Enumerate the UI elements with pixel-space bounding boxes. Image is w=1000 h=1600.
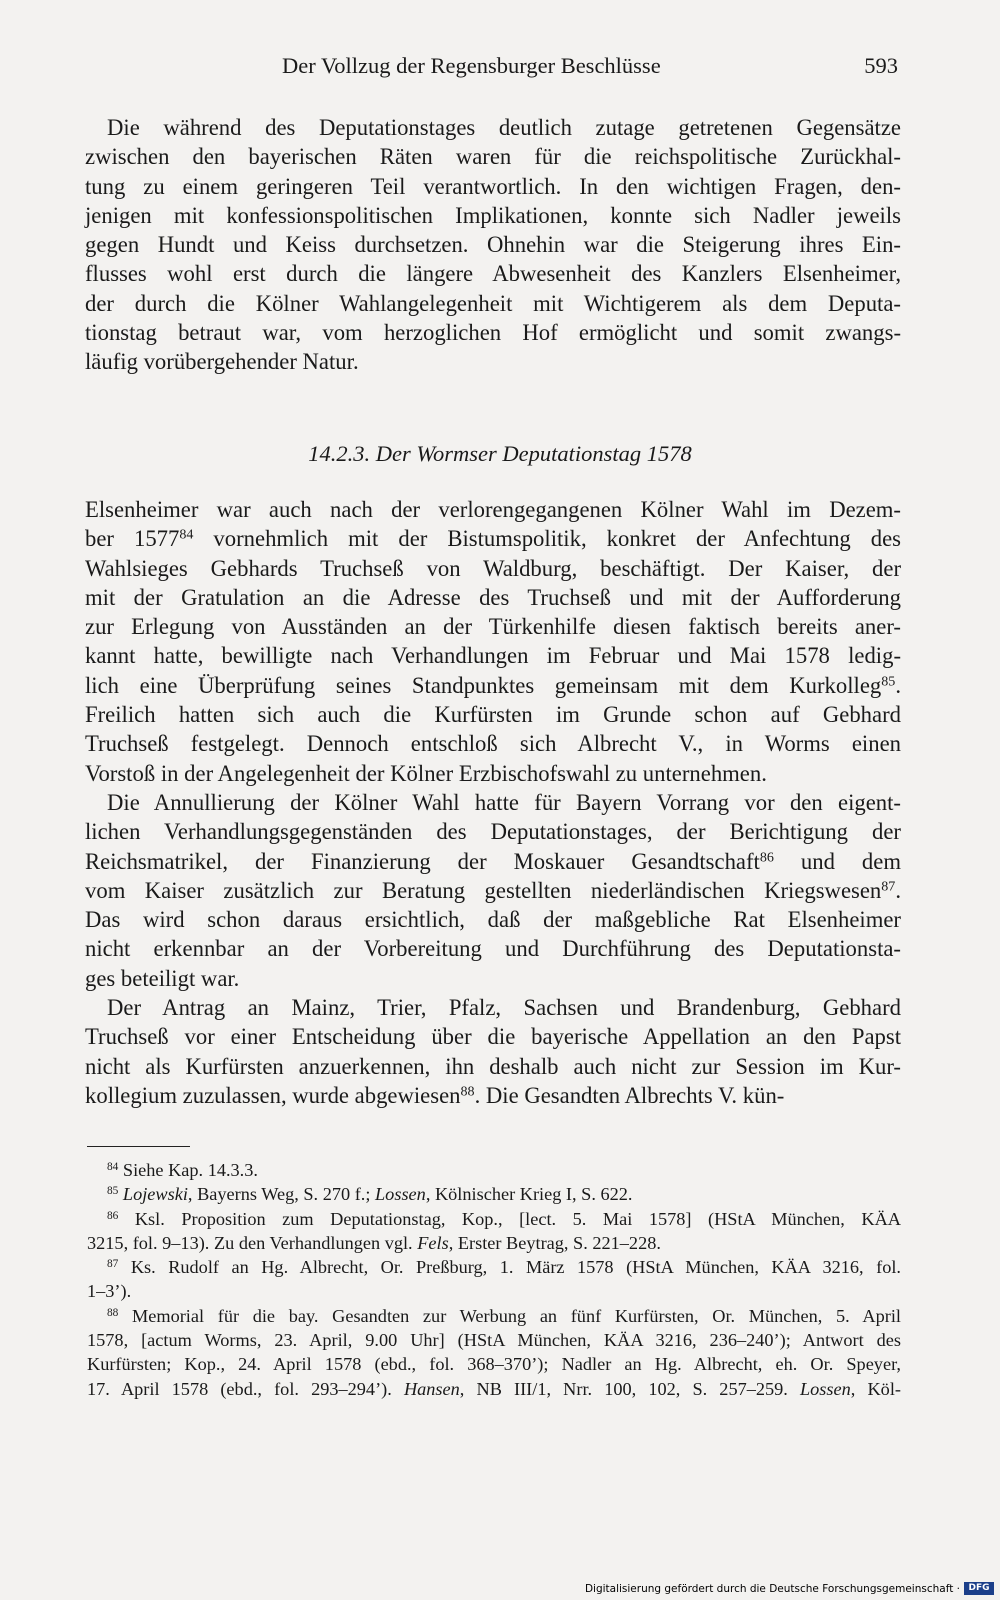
text-line: zwischen den bayerischen Räten waren für die reichspolitische Zurückhal-: [85, 144, 901, 170]
footnote-number: 84: [107, 1160, 119, 1173]
footnote-ref[interactable]: 85: [881, 673, 896, 690]
footnote-88-cont: Kurfürsten; Kop., 24. April 1578 (ebd., fol. 368–370’); Nadler an Hg. Albrecht, eh. Or. Speyer,: [87, 1354, 901, 1375]
footnote-85: $^{85}$ Lojewski, Bayerns Weg, S. 270 f.; Lossen, Kölnischer Krieg I, S. 622.: [107, 1184, 633, 1205]
footnote-number: 87: [107, 1257, 119, 1270]
dfg-logo: DFG: [964, 1582, 994, 1595]
text-line: Wahlsieges Gebhards Truchseß von Waldburg, beschäftigt. Der Kaiser, der: [85, 555, 901, 581]
footnote-number: 85: [107, 1185, 119, 1198]
text-line: kollegium zuzulassen, wurde abgewiesen$^{88}$. Die Gesandten Albrechts V. kün-: [85, 1082, 785, 1108]
footnotes: [87, 1158, 901, 1401]
text-line: nicht erkennbar an der Vorbereitung und Durchführung des Deputationsta-: [85, 936, 901, 962]
text-line: Freilich hatten sich auch die Kurfürsten im Grunde schon auf Gebhard: [85, 702, 901, 728]
text-line: zur Erlegung von Ausständen an der Türkenhilfe diesen faktisch bereits aner-: [85, 614, 901, 640]
text-line: gegen Hundt und Keiss durchsetzen. Ohnehin war die Steigerung ihres Ein-: [85, 232, 901, 258]
footnote-number: 86: [107, 1209, 119, 1222]
footnote-ref[interactable]: 84: [179, 526, 194, 543]
page-number: 593: [864, 53, 898, 78]
footnote-86-cont: 3215, fol. 9–13). Zu den Verhandlungen vgl. Fels, Erster Beytrag, S. 221–228.: [87, 1232, 661, 1253]
text-line: Die Annullierung der Kölner Wahl hatte für Bayern Vorrang vor den eigent-: [107, 790, 901, 815]
footnote-84: $^{84}$ Siehe Kap. 14.3.3.: [107, 1160, 258, 1180]
text-line: lichen Verhandlungsgegenständen des Deputationstages, der Berichtigung der: [85, 819, 901, 845]
footnote-86: $^{86}$ Ksl. Proposition zum Deputationstag, Kop., [lect. 5. Mai 1578] (HStA München, KÄA: [107, 1208, 902, 1229]
paragraph-2: [85, 495, 901, 788]
footnote-number: 88: [107, 1306, 119, 1319]
text-line: kannt hatte, bewilligte nach Verhandlungen im Februar und Mai 1578 ledig-: [85, 643, 901, 669]
text-line: ber 1577$^{84}$ vornehmlich mit der Bistumspolitik, konkret der Anfechtung des: [85, 526, 902, 552]
text-line: ges beteiligt war.: [85, 965, 240, 991]
paragraph-3: [85, 788, 901, 993]
text-line: Die während des Deputationstages deutlich zutage getretenen Gegensätze: [107, 115, 901, 140]
text-line: jenigen mit konfessionspolitischen Implikationen, konnte sich Nadler jeweils: [85, 202, 901, 228]
digitization-credit: Digitalisierung gefördert durch die Deutsche Forschungsgemeinschaft ·: [584, 1583, 960, 1595]
text-line: der durch die Kölner Wahlangelegenheit mit Wichtigerem als dem Deputa-: [85, 290, 901, 316]
text-line: mit der Gratulation an die Adresse des Truchseß und mit der Aufforderung: [85, 584, 901, 610]
text-line: Vorstoß in der Angelegenheit der Kölner Erzbischofswahl zu unternehmen.: [85, 760, 767, 786]
text-line: Truchseß vor einer Entscheidung über die bayerische Appellation an den Papst: [85, 1024, 901, 1050]
text-line: nicht als Kurfürsten anzuerkennen, ihn deshalb auch nicht zur Session im Kur-: [85, 1053, 901, 1079]
footnote-ref[interactable]: 86: [759, 848, 774, 865]
text-line: Truchseß festgelegt. Dennoch entschloß sich Albrecht V., in Worms einen: [85, 731, 901, 757]
text-line: tung zu einem geringeren Teil verantwortlich. In den wichtigen Fragen, den-: [85, 173, 901, 199]
text-line: vom Kaiser zusätzlich zur Beratung gestellten niederländischen Kriegswesen$^{87}$.: [85, 877, 901, 903]
footnote-88-cont: 17. April 1578 (ebd., fol. 293–294’). Hansen, NB III/1, Nrr. 100, 102, S. 257–259. Lossen, Köl-: [87, 1378, 901, 1399]
footnote-divider: [87, 1146, 190, 1147]
text-line: tionstag betraut war, vom herzoglichen Hof ermöglicht und somit zwangs-: [85, 320, 901, 346]
text-line: läufig vorübergehender Natur.: [85, 349, 359, 375]
text-line: Das wird schon daraus ersichtlich, daß der maßgebliche Rat Elsenheimer: [85, 907, 901, 933]
footnote-ref[interactable]: 88: [460, 1083, 475, 1100]
paragraph-4: [85, 993, 901, 1110]
footnote-88-cont: 1578, [actum Worms, 23. April, 9.00 Uhr] (HStA München, KÄA 3216, 236–240’); Antwort des: [87, 1330, 901, 1351]
footnote-ref[interactable]: 87: [881, 878, 896, 895]
paragraph-1: [85, 113, 901, 377]
text-line: Reichsmatrikel, der Finanzierung der Moskauer Gesandtschaft$^{86}$ und dem: [85, 848, 901, 874]
footnote-87: $^{87}$ Ks. Rudolf an Hg. Albrecht, Or. Preßburg, 1. März 1578 (HStA München, KÄA 3216, fol.: [107, 1257, 901, 1278]
footnote-88: $^{88}$ Memorial für die bay. Gesandten zur Werbung an fünf Kurfürsten, Or. München, 5. April: [107, 1305, 901, 1326]
footnote-87-cont: 1–3’).: [87, 1281, 132, 1302]
section-heading: 14.2.3. Der Wormser Deputationstag 1578: [308, 441, 692, 466]
text-line: lich eine Überprüfung seines Standpunktes gemeinsam mit dem Kurkolleg$^{85}$.: [85, 672, 901, 698]
running-header-title: Der Vollzug der Regensburger Beschlüsse: [282, 53, 661, 78]
text-line: flusses wohl erst durch die längere Abwesenheit des Kanzlers Elsenheimer,: [85, 261, 901, 287]
text-line: Elsenheimer war auch nach der verlorengegangenen Kölner Wahl im Dezem-: [85, 497, 901, 522]
text-line: Der Antrag an Mainz, Trier, Pfalz, Sachsen und Brandenburg, Gebhard: [107, 995, 901, 1020]
